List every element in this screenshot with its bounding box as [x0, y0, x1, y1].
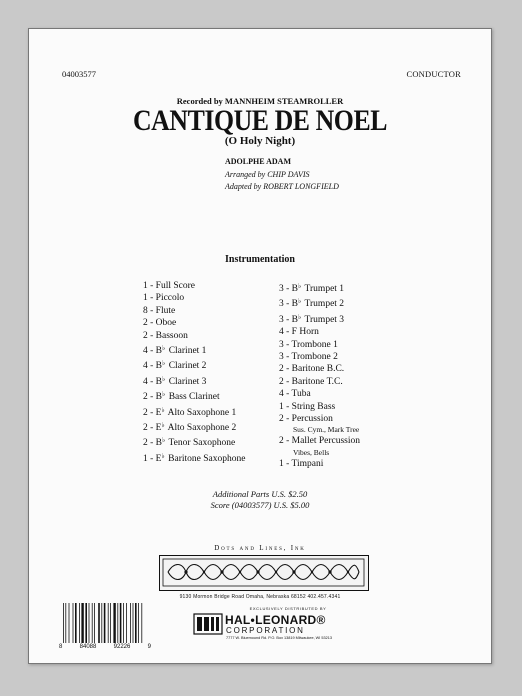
distributor-corporation: CORPORATION [226, 626, 305, 635]
instrument-name: Trumpet 3 [304, 314, 345, 325]
flat-sign-icon: ♭ [298, 282, 302, 290]
instrument-name: Trombone 2 [291, 352, 338, 363]
instrument-count: 1 [279, 401, 284, 412]
instrument-item: 3 - Trombone 1 [279, 339, 338, 350]
instrument-item: 3 - Trombone 2 [279, 352, 338, 363]
publisher-name [29, 544, 491, 552]
instrument-key: B [291, 314, 299, 325]
instrument-item: 4 - B♭ Clarinet 2 [143, 359, 207, 372]
instrumentation-heading: Instrumentation [224, 254, 295, 265]
hal-leonard-logo-icon [193, 613, 223, 635]
flat-sign-icon: ♭ [298, 312, 302, 321]
instrument-name: Alto Saxophone 2 [167, 423, 237, 434]
arranger-credit: Arranged by CHIP DAVIS [225, 170, 310, 179]
instrument-key: E [155, 453, 162, 464]
instrument-name: Piccolo [155, 293, 185, 304]
instrument-item: 1 - String Bass [279, 401, 336, 412]
instrument-item: 1 - Full Score [143, 281, 195, 291]
instrument-name: Tuba [291, 389, 311, 400]
instrument-count: 4 [143, 346, 148, 357]
instrument-name: String Bass [291, 401, 336, 412]
instrument-name: Trumpet 2 [304, 299, 345, 310]
instrument-name: Oboe [155, 318, 177, 329]
instrument-item: 4 - F Horn [279, 327, 319, 338]
instrument-item: 4 - Tuba [279, 389, 311, 400]
instrument-detail: Sus. Cym., Mark Tree [293, 425, 360, 435]
instrument-count: 2 [279, 436, 284, 447]
instrument-name: Percussion [291, 414, 333, 425]
barcode-digit-group: 9 [147, 644, 151, 650]
instrument-name: Bassoon [155, 330, 188, 341]
distributor-name: HAL•LEONARD® [225, 613, 326, 627]
instrument-item: 3 - B♭ Trumpet 3 [279, 312, 345, 325]
instrument-name: Alto Saxophone 1 [167, 407, 237, 418]
instrument-name: Trumpet 1 [304, 284, 345, 294]
composer-credit: ADOLPHE ADAM [225, 157, 291, 166]
distributor-address: 7777 W. Bluemound Rd. P.O. Box 13819 Milwaukee, WI 53213 [226, 636, 332, 640]
instrument-name: Trombone 1 [291, 339, 338, 350]
instrument-count: 2 [143, 330, 148, 341]
flat-sign-icon: ♭ [161, 405, 165, 414]
instrumentation-list-right [279, 280, 360, 470]
flat-sign-icon: ♭ [161, 451, 165, 460]
instrument-key: B [291, 299, 299, 310]
instrumentation-list-left [143, 280, 245, 465]
instrument-name: Clarinet 2 [168, 361, 207, 372]
instrument-item: 4 - B♭ Clarinet 1 [143, 344, 207, 357]
instrument-name: Tenor Saxophone [168, 438, 236, 449]
instrument-name: Full Score [155, 281, 195, 291]
instrument-key: B [155, 392, 163, 403]
instrument-key: B [155, 346, 163, 357]
instrument-count: 2 [143, 423, 148, 434]
additional-parts-price: Additional Parts U.S. $2.50 [212, 489, 308, 499]
instrument-item: 1 - Timpani [279, 458, 324, 469]
flat-sign-icon: ♭ [298, 297, 302, 306]
edition-label: CONDUCTOR [406, 69, 461, 79]
publisher-address: 9130 Mormon Bridge Road Omaha, Nebraska 68152 402.457.4341 [179, 594, 341, 600]
instrument-count: 3 [279, 284, 284, 294]
barcode [61, 603, 147, 643]
instrument-item: 2 - Mallet Percussion [279, 436, 361, 447]
instrument-count: 2 [143, 438, 148, 449]
instrument-item: 2 - Baritone B.C. [279, 364, 345, 375]
page-subtitle: (O Holy Night) [224, 135, 296, 147]
instrument-count: 3 [279, 299, 284, 310]
instrument-count: 2 [279, 364, 284, 375]
catalog-number: 04003577 [62, 69, 96, 79]
barcode-number [59, 644, 151, 650]
instrument-count: 2 [143, 392, 148, 403]
flat-sign-icon: ♭ [161, 421, 165, 430]
instrument-count: 1 [143, 453, 148, 464]
instrument-key: B [155, 438, 163, 449]
instrument-name: Baritone Saxophone [168, 453, 246, 464]
instrument-count: 1 [143, 281, 148, 291]
instrument-count: 3 [279, 352, 284, 363]
barcode-digit-group: 84088 [79, 644, 97, 650]
score-price: Score (04003577) U.S. $5.00 [210, 500, 310, 510]
instrument-count: 2 [143, 407, 148, 418]
instrument-count: 8 [143, 305, 148, 316]
instrument-item: 2 - E♭ Alto Saxophone 2 [143, 421, 237, 434]
score-cover-page [28, 28, 492, 664]
barcode-digit-group: 8 [59, 644, 63, 650]
instrument-count: 1 [143, 293, 148, 304]
instrument-item: 1 - E♭ Baritone Saxophone [143, 451, 246, 464]
instrument-name: Timpani [291, 458, 324, 469]
instrument-name: Clarinet 3 [168, 376, 207, 387]
instrument-key: B [155, 376, 163, 387]
instrument-item: 2 - Percussion [279, 414, 333, 425]
instrument-name: Bass Clarinet [168, 392, 220, 403]
flat-sign-icon: ♭ [162, 359, 166, 368]
flat-sign-icon: ♭ [162, 374, 166, 383]
instrument-item: 2 - E♭ Alto Saxophone 1 [143, 405, 237, 418]
instrument-name: Baritone B.C. [291, 364, 345, 375]
instrument-count: 2 [279, 376, 284, 387]
distributor-label: EXCLUSIVELY DISTRIBUTED BY [249, 606, 327, 611]
instrument-item: 2 - Baritone T.C. [279, 376, 343, 387]
instrument-count: 2 [279, 414, 284, 425]
recorded-by-line: Recorded by MANNHEIM STEAMROLLER [176, 96, 344, 106]
instrument-name: Flute [155, 305, 176, 316]
adapter-credit: Adapted by ROBERT LONGFIELD [225, 182, 339, 191]
instrument-count: 4 [279, 327, 284, 338]
instrument-name: Mallet Percussion [291, 436, 361, 447]
instrument-item: 2 - B♭ Bass Clarinet [143, 390, 220, 403]
instrument-count: 3 [279, 339, 284, 350]
page-title: CANTIQUE DE NOEL [132, 104, 388, 137]
instrument-count: 4 [143, 361, 148, 372]
instrument-key: B [155, 361, 163, 372]
publisher-name-text: Dots and Lines, Ink [214, 544, 306, 552]
instrument-key: E [155, 407, 162, 418]
publisher-ornament-logo [159, 555, 369, 591]
instrument-count: 4 [279, 389, 284, 400]
instrument-name: Clarinet 1 [168, 346, 207, 357]
instrument-item: 1 - Piccolo [143, 293, 185, 304]
flat-sign-icon: ♭ [162, 344, 166, 353]
instrument-item: 2 - Bassoon [143, 330, 188, 341]
instrument-item: 4 - B♭ Clarinet 3 [143, 374, 207, 387]
instrument-name: F Horn [291, 327, 319, 338]
flat-sign-icon: ♭ [162, 436, 166, 445]
instrument-count: 1 [279, 458, 284, 469]
barcode-digit-group: 92226 [113, 644, 131, 650]
instrument-item: 3 - B♭ Trumpet 2 [279, 297, 345, 310]
flat-sign-icon: ♭ [162, 390, 166, 399]
instrument-count: 3 [279, 314, 284, 325]
instrument-name: Baritone T.C. [291, 376, 343, 387]
instrument-item: 2 - Oboe [143, 318, 177, 329]
instrument-detail: Vibes, Bells [293, 447, 330, 457]
instrument-count: 2 [143, 318, 148, 329]
price-block [29, 489, 491, 511]
instrument-item: 3 - B♭ Trumpet 1 [279, 282, 345, 294]
instrument-item: 8 - Flute [143, 305, 176, 316]
instrument-key: B [291, 284, 299, 294]
instrument-count: 4 [143, 376, 148, 387]
instrument-item: 2 - B♭ Tenor Saxophone [143, 436, 236, 449]
instrument-key: E [155, 423, 162, 434]
